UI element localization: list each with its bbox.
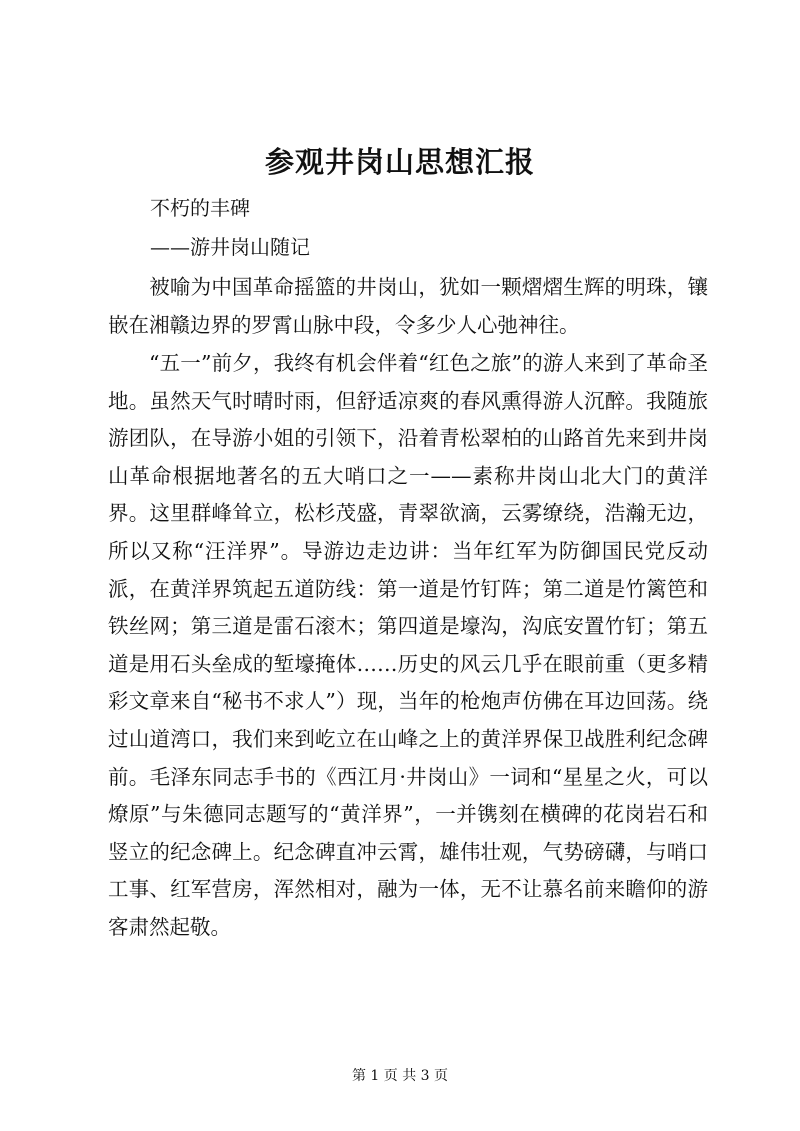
document-title: 参观井岗山思想汇报 [264, 145, 535, 179]
paragraph-1 [108, 269, 708, 344]
paragraph-2-text: “五一”前夕，我终有机会伴着“红色之旅”的游人来到了革命圣地。虽然天气时晴时雨，但舒适凉爽的春风熏得游人沉醉。我随旅游团队，在导游小姐的引领下，沿着青松翠柏的山路首先来到井岗山革命根据地著名的五大哨口之一——素称井岗山北大门的黄洋界。这里群峰耸立，松杉茂盛，青翠欲滴，云雾缭绕，浩瀚无边，所以又称“汪洋界”。导游边走边讲：当年红军为防御国民党反动派，在黄洋界筑起五道防线：第一道是竹钉阵；第二道是竹篱笆和铁丝网；第三道是雷石滚木；第四道是壕沟，沟底安置竹钉；第五道是用石头垒成的堑壕掩体……历史的风云几乎在眼前重（更多精彩文章来自“秘书不求人”）现，当年的枪炮声仿佛在耳边回荡。绕过山道湾口，我们来到屹立在山峰之上的黄洋界保卫战胜利纪念碑前。毛泽东同志手书的《西江月·井岗山》一词和“星星之火，可以燎原”与朱德同志题写的“黄洋界”，一并镌刻在横碑的花岗岩石和竖立的纪念碑上。纪念碑直冲云霄，雄伟壮观，气势磅礴，与哨口工事、红军营房，浑然相对，融为一体，无不让慕名前来瞻仰的游客肃然起敬。 [108, 351, 708, 939]
paragraph-2 [108, 345, 708, 947]
subtitle-line-1: 不朽的丰碑 [150, 196, 250, 220]
page-footer: 第 1 页 共 3 页 [351, 1068, 449, 1084]
subtitle-line-2: ——游井岗山随记 [150, 235, 310, 259]
paragraph-1-text: 被喻为中国革命摇篮的井岗山，犹如一颗熠熠生辉的明珠，镶嵌在湘赣边界的罗霄山脉中段，令多少人心弛神往。 [108, 275, 708, 337]
